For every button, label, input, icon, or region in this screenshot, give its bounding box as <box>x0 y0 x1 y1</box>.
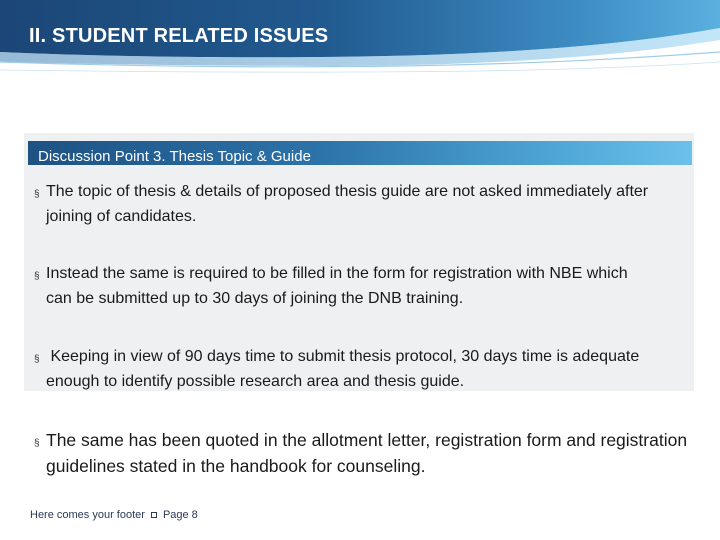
subtitle-bar <box>28 141 692 165</box>
bullet-marker: § <box>34 271 40 282</box>
bullet-marker: § <box>34 438 40 449</box>
bullet-item <box>34 344 654 394</box>
bullet-item <box>34 427 694 479</box>
bullet-item <box>34 261 654 311</box>
slide-header <box>0 0 720 95</box>
footer-text: Here comes your footer <box>30 509 145 521</box>
subtitle: Discussion Point 3. Thesis Topic & Guide <box>38 148 311 165</box>
slide-footer <box>30 509 198 521</box>
bullet-marker: § <box>34 354 40 365</box>
bullet-item <box>34 179 694 229</box>
bullet-text: Keeping in view of 90 days time to submit thesis protocol, 30 days time is adequate enough to identify possible research area and thesis guide. <box>46 348 644 390</box>
bullet-marker: § <box>34 189 40 200</box>
bullet-text: The topic of thesis & details of proposed thesis guide are not asked immediately after joining of candidates. <box>46 183 649 225</box>
bullet-text: Instead the same is required to be filled in the form for registration with NBE which can be submitted up to 30 days of joining the DNB training. <box>46 265 628 307</box>
footer-separator-icon <box>151 512 157 518</box>
slide-title: II. STUDENT RELATED ISSUES <box>29 25 329 47</box>
page-number: Page 8 <box>162 509 198 521</box>
bullet-text: The same has been quoted in the allotment letter, registration form and registration guidelines stated in the handbook for counseling. <box>46 430 688 476</box>
